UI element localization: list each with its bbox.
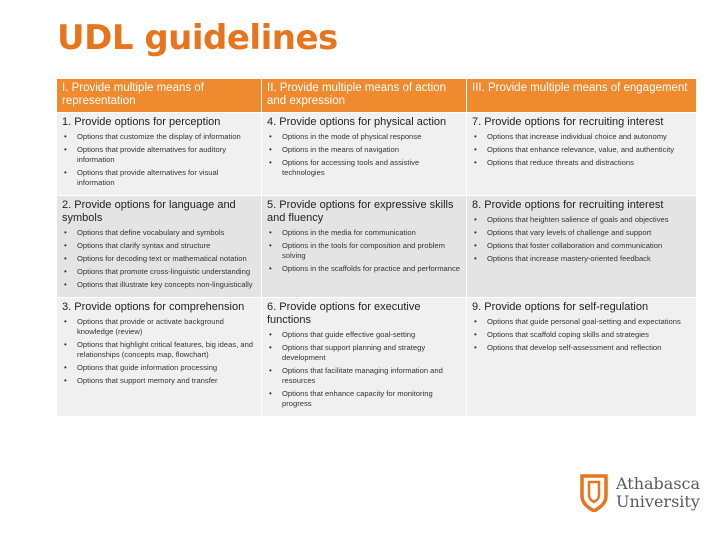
slide-title: UDL guidelines <box>57 18 338 58</box>
checkpoint-item: • Options that highlight critical features, big ideas, and relationships (concepts map, flowchart) <box>62 340 256 360</box>
checkpoint-item: • Options that provide alternatives for visual information <box>62 168 256 188</box>
checkpoint-item: • Options that develop self-assessment and reflection <box>472 343 691 353</box>
checkpoint-item: • Options that reduce threats and distractions <box>472 158 691 168</box>
checkpoint-item: • Options that provide or activate background knowledge (review) <box>62 317 256 337</box>
checkpoint-item: • Options that customize the display of information <box>62 132 256 142</box>
guideline-cell <box>262 196 467 298</box>
checkpoint-item: • Options that support planning and strategy development <box>267 343 461 363</box>
guideline-cell <box>467 298 697 417</box>
checkpoint-item: • Options that vary levels of challenge and support <box>472 228 691 238</box>
header-representation: I. Provide multiple means of representation <box>57 79 262 113</box>
checkpoint-list <box>267 330 461 409</box>
checkpoint-item: • Options that define vocabulary and symbols <box>62 228 256 238</box>
table-header-row <box>57 79 697 113</box>
checkpoint-list <box>472 132 691 168</box>
guideline-title: 6. Provide options for executive functions <box>267 301 421 326</box>
guideline-cell <box>262 298 467 417</box>
udl-guidelines-table <box>56 78 697 417</box>
checkpoint-item: • Options that clarify syntax and structure <box>62 241 256 251</box>
checkpoint-item: • Options that scaffold coping skills and strategies <box>472 330 691 340</box>
checkpoint-list <box>472 215 691 264</box>
checkpoint-item: • Options for accessing tools and assistive technologies <box>267 158 461 178</box>
checkpoint-item: • Options that facilitate managing information and resources <box>267 366 461 386</box>
header-engagement: III. Provide multiple means of engagement <box>467 79 697 113</box>
guideline-cell <box>57 113 262 196</box>
checkpoint-item: • Options that provide alternatives for auditory information <box>62 145 256 165</box>
guideline-title: 8. Provide options for recruiting interest <box>472 199 664 211</box>
guideline-title: 4. Provide options for physical action <box>267 116 447 128</box>
guideline-cell <box>467 113 697 196</box>
guideline-title: 2. Provide options for language and symbols <box>62 199 236 224</box>
logo-text-university: University <box>616 492 700 511</box>
checkpoint-item: • Options in the mode of physical response <box>267 132 461 142</box>
checkpoint-item: • Options that promote cross-linguistic understanding <box>62 267 256 277</box>
checkpoint-list <box>472 317 691 353</box>
checkpoint-item: • Options that foster collaboration and communication <box>472 241 691 251</box>
checkpoint-item: • Options that guide effective goal-setting <box>267 330 461 340</box>
checkpoint-item: • Options that guide information processing <box>62 363 256 373</box>
checkpoint-list <box>267 132 461 178</box>
checkpoint-item: • Options that increase individual choice and autonomy <box>472 132 691 142</box>
guideline-title: 9. Provide options for self-regulation <box>472 301 649 313</box>
checkpoint-item: • Options that enhance relevance, value, and authenticity <box>472 145 691 155</box>
header-action-expression: II. Provide multiple means of action and expression <box>262 79 467 113</box>
checkpoint-item: • Options in the scaffolds for practice and performance <box>267 264 461 274</box>
checkpoint-item: • Options that guide personal goal-setting and expectations <box>472 317 691 327</box>
guideline-cell <box>467 196 697 298</box>
guideline-title: 1. Provide options for perception <box>62 116 221 128</box>
guideline-row <box>57 113 697 196</box>
logo-text-athabasca: Athabasca <box>616 474 701 493</box>
athabasca-university-logo <box>580 472 700 516</box>
guideline-title: 3. Provide options for comprehension <box>62 301 245 313</box>
checkpoint-item: • Options that illustrate key concepts non-linguistically <box>62 280 256 290</box>
guideline-title: 5. Provide options for expressive skills and fluency <box>267 199 454 224</box>
guideline-title: 7. Provide options for recruiting interest <box>472 116 664 128</box>
checkpoint-item: • Options that increase mastery-oriented feedback <box>472 254 691 264</box>
guideline-row <box>57 196 697 298</box>
guideline-cell <box>262 113 467 196</box>
checkpoint-list <box>62 317 256 386</box>
guideline-cell <box>57 298 262 417</box>
shield-icon <box>580 474 608 512</box>
checkpoint-list <box>62 132 256 188</box>
checkpoint-list <box>62 228 256 290</box>
checkpoint-item: • Options that support memory and transfer <box>62 376 256 386</box>
guideline-row <box>57 298 697 417</box>
checkpoint-item: • Options in the tools for composition and problem solving <box>267 241 461 261</box>
checkpoint-list <box>267 228 461 274</box>
checkpoint-item: • Options in the means of navigation <box>267 145 461 155</box>
checkpoint-item: • Options that enhance capacity for monitoring progress <box>267 389 461 409</box>
checkpoint-item: • Options for decoding text or mathematical notation <box>62 254 256 264</box>
checkpoint-item: • Options that heighten salience of goals and objectives <box>472 215 691 225</box>
checkpoint-item: • Options in the media for communication <box>267 228 461 238</box>
guideline-cell <box>57 196 262 298</box>
